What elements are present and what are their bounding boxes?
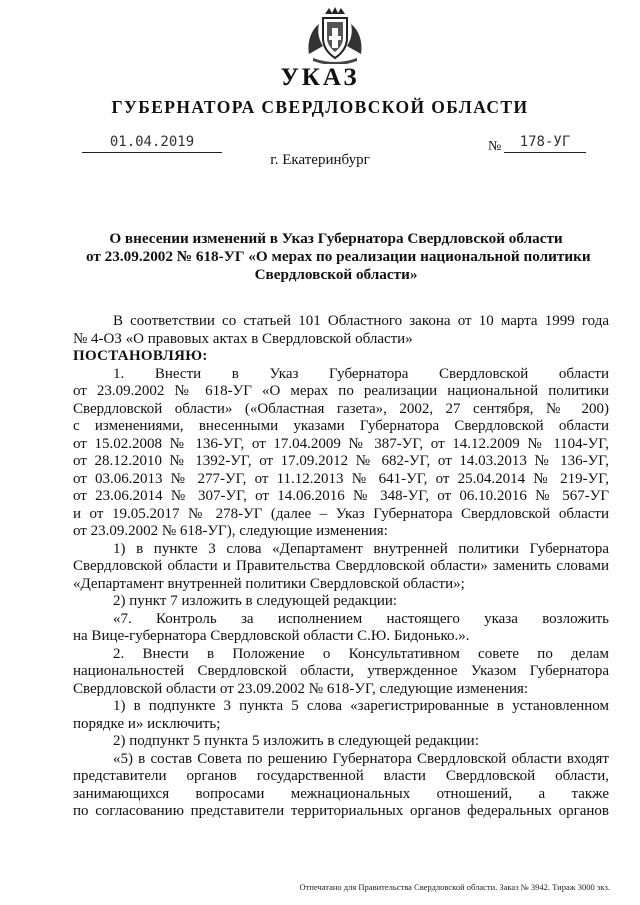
body-line: национальностей Свердловской области, утвержденное Указом Губернатора — [73, 663, 609, 679]
body-line: от 03.06.2013 № 277-УГ, от 11.12.2013 № 641-УГ, от 25.04.2014 № 219-УГ, — [73, 470, 609, 487]
body-line: от 23.09.2002 № 618-УГ «О мерах по реализации национальной политики — [73, 383, 609, 399]
body-line: 1) в пункте 3 слова «Департамент внутренней политики Губернатора — [113, 540, 609, 557]
body-line: № 4-ОЗ «О правовых актах в Свердловской области» — [73, 330, 413, 347]
number-sign: № — [488, 139, 502, 154]
body-line: по согласованию представители территориальных органов федеральных органов — [73, 803, 609, 819]
decree-heading — [86, 230, 591, 284]
body-line: порядке и» исключить; — [73, 715, 221, 732]
heading-line: О внесении изменений в Указ Губернатора Свердловской области — [109, 230, 563, 247]
body-line: от 28.12.2010 № 1392-УГ, от 17.09.2012 № 682-УГ, от 14.03.2013 № 136-УГ, — [73, 453, 609, 469]
city-line: г. Екатеринбург — [270, 152, 370, 168]
decree-date: 01.04.2019 — [82, 132, 222, 153]
body-line: от 23.06.2014 № 307-УГ, от 14.06.2016 № 348-УГ, от 06.10.2016 № 567-УГ — [73, 488, 609, 504]
body-line: 1. Внести в Указ Губернатора Свердловской области — [113, 365, 609, 382]
body-line: В соответствии со статьей 101 Областного закона от 10 марта 1999 года — [113, 313, 609, 329]
body-line: 2) подпункт 5 пункта 5 изложить в следующей редакции: — [113, 733, 479, 749]
heading-line: от 23.09.2002 № 618-УГ «О мерах по реализации национальной политики — [86, 248, 591, 265]
body-line: представители органов государственной власти Свердловской области, — [73, 768, 609, 784]
body-line: «Департамент внутренней политики Свердловской области»; — [73, 575, 465, 592]
body-line: с изменениями, внесенными указами Губернатора Свердловской области — [73, 418, 609, 434]
body-line: 2. Внести в Положение о Консультативном совете по делам — [113, 645, 609, 662]
body-line: и от 19.05.2017 № 278-УГ (далее – Указ Губернатора Свердловской области — [73, 505, 609, 522]
decree-number: 178-УГ — [504, 132, 586, 153]
decree-word: ПОСТАНОВЛЯЮ: — [73, 348, 208, 364]
body-line: 1) в подпункте 3 пункта 5 слова «зарегистрированные в установленном — [113, 698, 609, 714]
body-line: занимающихся вопросами межнациональных отношений, а также — [73, 785, 609, 802]
body-line: на Вице-губернатора Свердловской области С.Ю. Бидонько.». — [73, 628, 470, 644]
body-line: Свердловской области» («Областная газета», 2002, 27 сентября, № 200) — [73, 400, 609, 417]
body-line: 2) пункт 7 изложить в следующей редакции: — [113, 593, 398, 609]
decree-body — [73, 313, 609, 821]
body-line: Свердловской области и Правительства Свердловской области» заменить словами — [73, 558, 609, 574]
issuer-title: ГУБЕРНАТОРА СВЕРДЛОВСКОЙ ОБЛАСТИ — [111, 97, 529, 117]
print-imprint: Отпечатано для Правительства Свердловской области. Заказ № 3942. Тираж 3000 экз. — [299, 882, 610, 892]
coat-of-arms-icon — [303, 6, 367, 64]
body-line: «7. Контроль за исполнением настоящего указа возложить — [113, 610, 609, 627]
body-line: от 23.09.2002 № 618-УГ), следующие изменения: — [73, 523, 388, 539]
body-line: от 15.02.2008 № 136-УГ, от 17.04.2009 № 387-УГ, от 14.12.2009 № 1104-УГ, — [73, 435, 609, 452]
body-line: Свердловской области от 23.09.2002 № 618-УГ, следующие изменения: — [73, 680, 529, 697]
document-type-title: УКАЗ — [280, 64, 360, 91]
body-line: «5) в состав Совета по решению Губернатора Свердловской области входят — [113, 750, 609, 767]
heading-line: Свердловской области» — [254, 266, 418, 283]
